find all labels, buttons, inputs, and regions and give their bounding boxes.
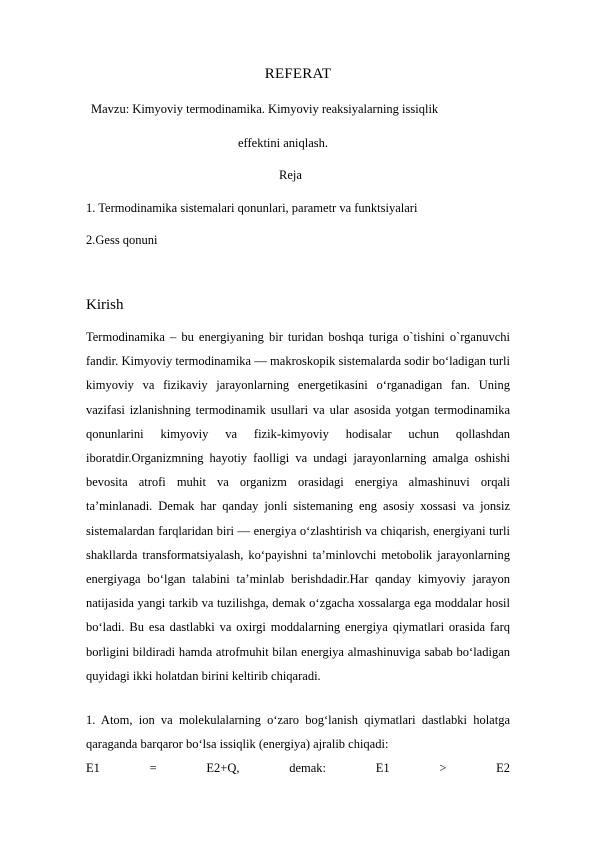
intro-heading: Kirish [86,297,124,313]
point-1-text: 1. Atom, ion va molekulalarning o‘zaro bog‘lanish qiymatlari dastlabki holatga qaraganda barqaror bo‘lsa issiqlik (energiya) ajralib chiqadi: [86,713,510,752]
formula-term: E2 [496,761,510,776]
formula-term: = [149,761,157,776]
formula-term: E1 [86,761,100,776]
formula-term: > [439,761,447,776]
point-1-formula [86,756,510,780]
plan-item-1: 1. Termodinamika sistemalari qonunlari, parametr va funktsiyalari [86,201,418,215]
document-title: REFERAT [264,66,332,82]
plan-item-2: 2.Gess qonuni [86,233,158,247]
document-body [86,325,510,781]
topic-line-1: Mavzu: Kimyoviy termodinamika. Kimyoviy reaksiyalarning issiqlik [91,102,439,116]
formula-term: E1 [375,761,390,776]
formula-term: E2+Q, [206,761,240,776]
formula-term: demak: [289,761,326,776]
intro-paragraph: Termodinamika – bu energiyaning bir turidan boshqa turiga o`tishini o`rganuvchi fandir. Kimyoviy termodinamika — makroskopik sistemalarda sodir bo‘ladigan turli kimyoviy va fizikaviy jarayonlarning energetikasini o‘rganadigan fan. Uning vazifasi izlanishning termodinamik usullari va ular asosida yotgan termodinamika qonunlarini kimyoviy va fizik-kimyoviy hodisalar uchun qollashdan iboratdir.Organizmning hayotiy faolligi va undagi jarayonlarning amalga oshishi bevosita atrofi muhit va organizm orasidagi energiya almashinuvi orqali ta’minlanadi. Demak har qanday jonli sistemaning eng asosiy xossasi va jonsiz sistemalardan farqlaridan biri — energiya o‘zlashtirish va chiqarish, energiyani turli shakllarda transformatsiyalash, ko‘payishni ta’minlovchi metobolik jarayonlarning energiyaga bo‘lgan talabini ta’minlab berishdadir.Har qanday kimyoviy jarayon natijasida yangi tarkib va tuzilishga, demak o‘zgacha xossalarga ega moddalar hosil bo‘ladi. Bu esa dastlabki va oxirgi moddalarning energiya qiymatlari orasida farq borligini bildiradi hamda atrofmuhit bilan energiya almashinuviga sabab bo‘ladigan quyidagi ikki holatdan birini keltirib chiqaradi. [86,330,510,683]
topic-line-2: effektini aniqlash. [238,136,329,150]
plan-heading: Reja [279,168,302,182]
